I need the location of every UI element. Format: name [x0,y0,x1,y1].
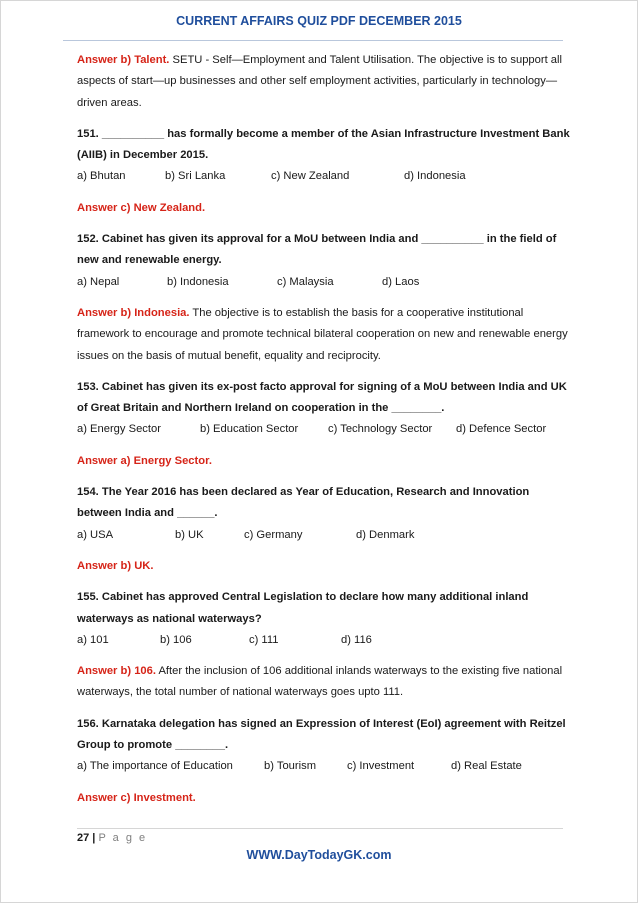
question-153 [77,377,572,441]
option-b: b) 106 [160,633,192,646]
page-label: P a g e [98,832,148,844]
answer-label: Answer b) Indonesia. [77,306,190,319]
options-row [77,630,572,651]
option-a: a) Bhutan [77,170,126,183]
answer-explanation: SETU - Self—Employment and Talent Utilisation. The objective is to support all aspects of start—up businesses and other self employment activities, particularly in technology—driven areas. [77,54,562,109]
option-a: a) USA [77,528,114,541]
options-row [77,525,572,546]
answer-155 [77,661,572,704]
option-b: b) UK [175,528,204,541]
answer-152 [77,303,572,367]
page-number-separator: | [89,832,99,844]
footer-website[interactable]: WWW.DayTodayGK.com [246,848,392,862]
option-c: c) 111 [249,633,279,646]
options-row [77,756,572,777]
option-c: c) Malaysia [277,275,334,288]
options-row [77,272,572,293]
answer-label: Answer b) Talent. [77,54,170,66]
header-divider [63,40,563,41]
option-d: d) Defence Sector [456,423,547,436]
option-d: d) Laos [382,275,420,288]
option-c: c) Investment [347,760,415,773]
question-text: 156. Karnataka delegation has signed an Expression of Interest (EoI) agreement with Reitzel Group to promote ________. [77,717,566,752]
answer-153: Answer a) Energy Sector. [77,454,212,467]
option-c: c) New Zealand [271,170,350,183]
question-152 [77,229,572,293]
option-b: b) Indonesia [167,275,229,288]
option-c: c) Technology Sector [328,423,433,436]
question-156 [77,714,572,778]
question-text: 151. __________ has formally become a member of the Asian Infrastructure Investment Bank (AIIB) in December 2015. [77,127,570,162]
option-a: a) Nepal [77,275,120,288]
intro-answer [77,50,572,114]
option-d: d) 116 [341,633,372,646]
question-text: 155. Cabinet has approved Central Legislation to declare how many additional inland waterways as national waterways? [77,591,529,625]
page-header-title: CURRENT AFFAIRS QUIZ PDF DECEMBER 2015 [176,14,462,28]
option-a: a) 101 [77,633,109,646]
option-c: c) Germany [244,528,303,541]
answer-label: Answer b) 106. [77,665,156,678]
option-d: d) Real Estate [451,760,522,773]
answer-151: Answer c) New Zealand. [77,201,206,214]
quiz-content [77,50,572,819]
page-number [77,832,147,844]
answer-explanation: After the inclusion of 106 additional inlands waterways to the existing five national waterways, the total number of national waterways goes upto 111. [77,665,563,699]
option-d: d) Indonesia [404,170,466,183]
option-b: b) Sri Lanka [165,170,226,183]
option-d: d) Denmark [356,528,415,541]
footer-divider [77,828,563,829]
option-b: b) Education Sector [200,423,299,436]
option-a: a) The importance of Education [77,760,233,773]
question-151 [77,124,572,188]
answer-156: Answer c) Investment. [77,791,196,804]
question-text: 153. Cabinet has given its ex-post facto approval for signing of a MoU between India and UK of Great Britain and Northern Ireland on cooperation in the ________. [77,380,567,415]
page-number-value: 27 [77,832,90,844]
answer-explanation: The objective is to establish the basis for a cooperative institutional framework to encourage and promote technical bilateral cooperation on new and renewable energy issues on the basis of mutual benefit, equality and reciprocity. [77,306,568,362]
option-b: b) Tourism [264,760,317,773]
options-row [77,166,572,187]
question-154 [77,482,572,546]
answer-154: Answer b) UK. [77,559,154,572]
options-row [77,419,572,440]
question-text: 154. The Year 2016 has been declared as Year of Education, Research and Innovation between India and ______. [77,486,530,520]
question-155 [77,587,572,651]
option-a: a) Energy Sector [77,423,161,436]
question-text: 152. Cabinet has given its approval for a MoU between India and __________ in the field of new and renewable energy. [77,233,557,267]
